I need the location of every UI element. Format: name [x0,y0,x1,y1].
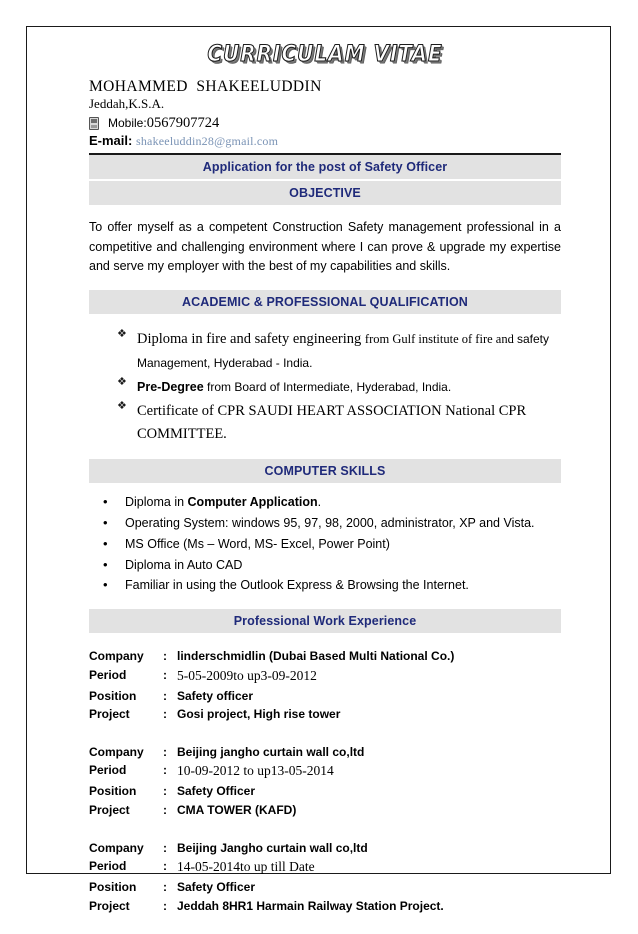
job-0-position: Safety officer [177,688,254,703]
mobile-label: Mobile: [108,116,147,131]
dot-bullet-icon: • [103,494,108,510]
job-row-position [89,687,561,706]
contact-block [89,77,561,150]
academic-item-0-part3: safety Management, Hyderabad - India. [137,332,549,370]
job-2-project: Jeddah 8HR1 Harmain Railway Station Project. [177,898,444,913]
band-objective: OBJECTIVE [89,181,561,205]
academic-item-1-part1: Pre-Degree [137,379,204,394]
skill-0-bold: Computer Application [187,495,318,510]
band-work-experience: Professional Work Experience [89,609,561,633]
computer-skills-list [89,493,561,595]
list-item [89,514,561,533]
email-label: E-mail: [89,133,133,149]
work-experience-list [89,647,561,915]
academic-list [89,327,561,445]
job-1-position: Safety Officer [177,784,256,799]
job-colon: : [163,840,167,855]
list-item [89,399,561,445]
job-0-company: linderschmidlin (Dubai Based Multi National Co.) [177,649,455,664]
band-computer-skills: COMPUTER SKILLS [89,459,561,483]
job-0-period: 5-05-2009to up3-09-2012 [177,667,317,683]
job-row-company [89,647,561,666]
job-row-position [89,878,561,897]
list-item [89,556,561,575]
job-2-position: Safety Officer [177,880,256,895]
candidate-location: Jeddah,K.S.A. [89,96,165,112]
document-title-wrap [89,41,561,75]
job-label-project: Project [89,802,130,817]
list-item [89,535,561,554]
skill-4-text: Familiar in using the Outlook Express & Browsing the Internet. [125,578,469,593]
academic-item-2-part1: Certificate of CPR SAUDI HEART ASSOCIATION National CPR COMMITTEE. [137,402,527,443]
band-application: Application for the post of Safety Officer [89,155,561,179]
job-entry [89,647,561,724]
document-title: CURRICULAM VITAE [207,39,443,67]
diamond-bullet-icon: ❖ [117,399,127,412]
job-0-project: Gosi project, High rise tower [177,707,341,722]
job-row-period [89,666,561,687]
job-colon: : [163,667,167,682]
mobile-line [89,114,561,132]
job-row-company [89,839,561,858]
mobile-number: 0567907724 [146,115,220,132]
dot-bullet-icon: • [103,515,108,531]
job-1-period: 10-09-2012 to up13-05-2014 [177,763,334,779]
academic-item-1-part2: from Board of Intermediate, Hyderabad, India. [203,379,452,394]
academic-item-0-part2: from Gulf institute of fire and [364,332,517,347]
job-colon: : [163,744,167,759]
job-colon: : [163,880,167,895]
job-colon: : [163,859,167,874]
job-entry [89,839,561,916]
cv-page [26,26,611,913]
job-row-period [89,761,561,782]
dot-bullet-icon: • [103,535,108,551]
job-label-company: Company [89,744,144,759]
job-colon: : [163,763,167,778]
job-label-period: Period [89,763,127,778]
dot-bullet-icon: • [103,556,108,572]
diamond-bullet-icon: ❖ [117,375,127,388]
mobile-text [108,114,219,132]
email-address[interactable]: shakeeluddin28@gmail.com [135,134,279,149]
job-colon: : [163,784,167,799]
academic-item-0-part1: Diploma in fire and safety engineering [137,331,365,348]
job-row-project [89,897,561,916]
skill-0-post: . [317,495,322,510]
list-item [89,327,561,373]
job-colon: : [163,707,167,722]
job-entry [89,743,561,820]
job-label-period: Period [89,859,127,874]
diamond-bullet-icon: ❖ [117,328,127,341]
job-colon: : [163,898,167,913]
job-label-position: Position [89,688,137,703]
job-row-period [89,857,561,878]
cv-content [89,41,561,934]
job-1-company: Beijing jangho curtain wall co,ltd [177,744,365,759]
candidate-name: MOHAMMED SHAKEELUDDIN [89,78,322,95]
skill-2-text: MS Office (Ms – Word, MS- Excel, Power Point) [125,536,390,551]
list-item [89,375,561,398]
band-academic: ACADEMIC & PROFESSIONAL QUALIFICATION [89,290,561,314]
job-colon: : [163,802,167,817]
job-colon: : [163,688,167,703]
job-2-period: 14-05-2014to up till Date [177,859,315,875]
job-label-project: Project [89,707,130,722]
skill-0-pre: Diploma in [125,495,188,510]
list-item [89,493,561,512]
objective-text: To offer myself as a competent Construction Safety management professional in a competitive and challenging environment where I can prove & upgrade my expertise and serve my employer with the best of my capabilities and skills. [89,220,561,274]
job-colon: : [163,649,167,664]
job-2-company: Beijing Jangho curtain wall co,ltd [177,840,368,855]
email-line [89,133,561,150]
mobile-phone-icon [89,117,99,130]
job-label-project: Project [89,898,130,913]
job-1-project: CMA TOWER (KAFD) [177,802,297,817]
job-label-company: Company [89,840,144,855]
job-label-position: Position [89,784,137,799]
job-label-company: Company [89,649,144,664]
skill-3-text: Diploma in Auto CAD [125,557,243,572]
job-row-company [89,743,561,762]
skill-1-text: Operating System: windows 95, 97, 98, 2000, administrator, XP and Vista. [125,516,535,531]
job-row-project [89,801,561,820]
job-row-project [89,705,561,724]
job-label-position: Position [89,880,137,895]
job-row-position [89,782,561,801]
list-item [89,576,561,595]
job-label-period: Period [89,667,127,682]
dot-bullet-icon: • [103,577,108,593]
